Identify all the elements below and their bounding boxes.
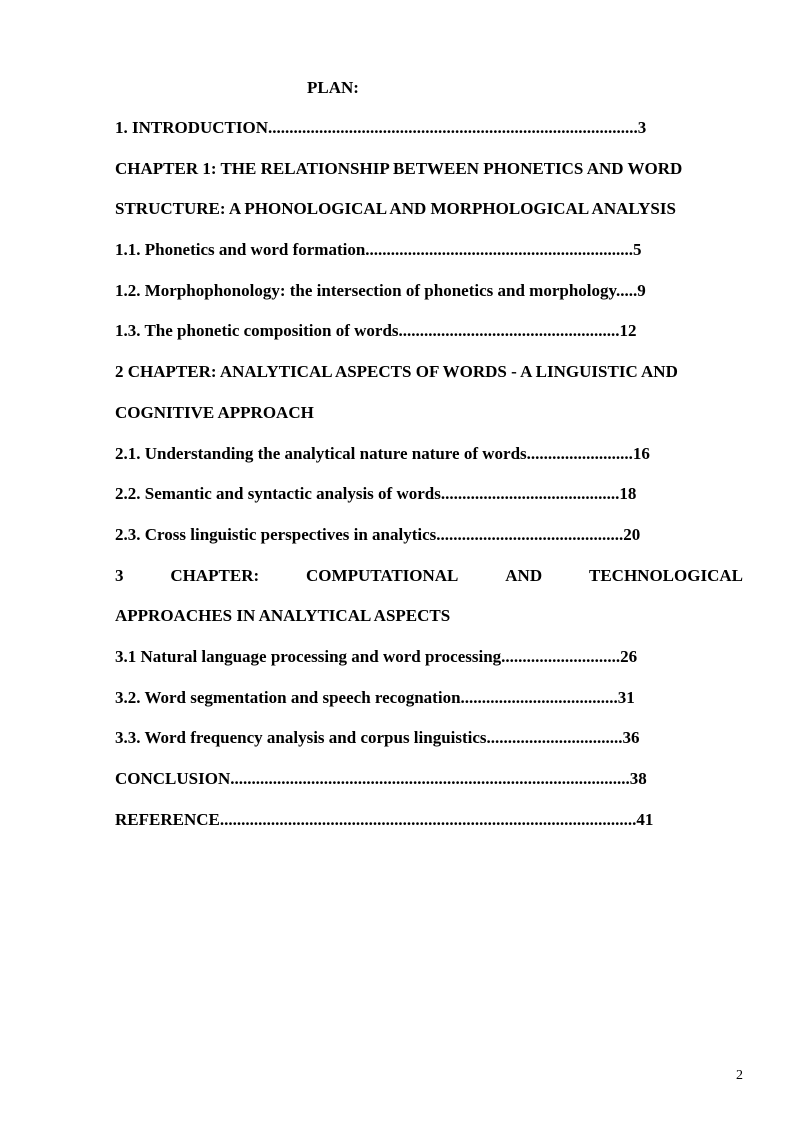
toc-chapter-3-word: CHAPTER: <box>170 565 260 585</box>
toc-entry-reference: REFERENCE..................................................................................................41 <box>115 809 654 829</box>
toc-chapter-2-heading-line-2: COGNITIVE APPROACH <box>115 402 314 422</box>
toc-entry-3-2: 3.2. Word segmentation and speech recognation.....................................31 <box>115 687 635 707</box>
plan-title: PLAN: <box>307 78 359 97</box>
toc-entry-2-3: 2.3. Cross linguistic perspectives in analytics............................................20 <box>115 524 641 544</box>
page-number: 2 <box>736 1068 743 1083</box>
toc-entry-3-1: 3.1 Natural language processing and word processing............................26 <box>115 646 638 666</box>
toc-entry-1-2: 1.2. Morphophonology: the intersection of phonetics and morphology.....9 <box>115 280 646 300</box>
table-of-contents <box>115 117 743 849</box>
toc-chapter-3-heading-line-2: APPROACHES IN ANALYTICAL ASPECTS <box>115 606 451 626</box>
toc-entry-3-3: 3.3. Word frequency analysis and corpus linguistics................................36 <box>115 728 640 748</box>
toc-chapter-3-word: 3 <box>115 565 124 585</box>
toc-entry-1-3: 1.3. The phonetic composition of words....................................................12 <box>115 321 637 341</box>
toc-chapter-1-heading-line-2: STRUCTURE: A PHONOLOGICAL AND MORPHOLOGICAL ANALYSIS <box>115 199 676 219</box>
toc-entry-2-1: 2.1. Understanding the analytical nature nature of words.........................16 <box>115 443 650 463</box>
toc-chapter-2-heading-line-1: 2 CHAPTER: ANALYTICAL ASPECTS OF WORDS - A LINGUISTIC AND <box>115 362 678 382</box>
toc-entry-conclusion: CONCLUSION..............................................................................................38 <box>115 769 647 788</box>
toc-chapter-3-word: AND <box>505 565 543 585</box>
toc-entry-introduction: 1. INTRODUCTION.......................................................................................3 <box>115 118 647 137</box>
toc-entry-1-1: 1.1. Phonetics and word formation...............................................................5 <box>115 240 642 260</box>
toc-chapter-3-heading-line-1 <box>115 565 743 587</box>
toc-chapter-3-word: TECHNOLOGICAL <box>589 565 743 585</box>
toc-chapter-1-heading-line-1: CHAPTER 1: THE RELATIONSHIP BETWEEN PHONETICS AND WORD <box>115 158 683 178</box>
toc-entry-2-2: 2.2. Semantic and syntactic analysis of words..........................................18 <box>115 484 637 504</box>
toc-chapter-3-word: COMPUTATIONAL <box>306 565 459 585</box>
